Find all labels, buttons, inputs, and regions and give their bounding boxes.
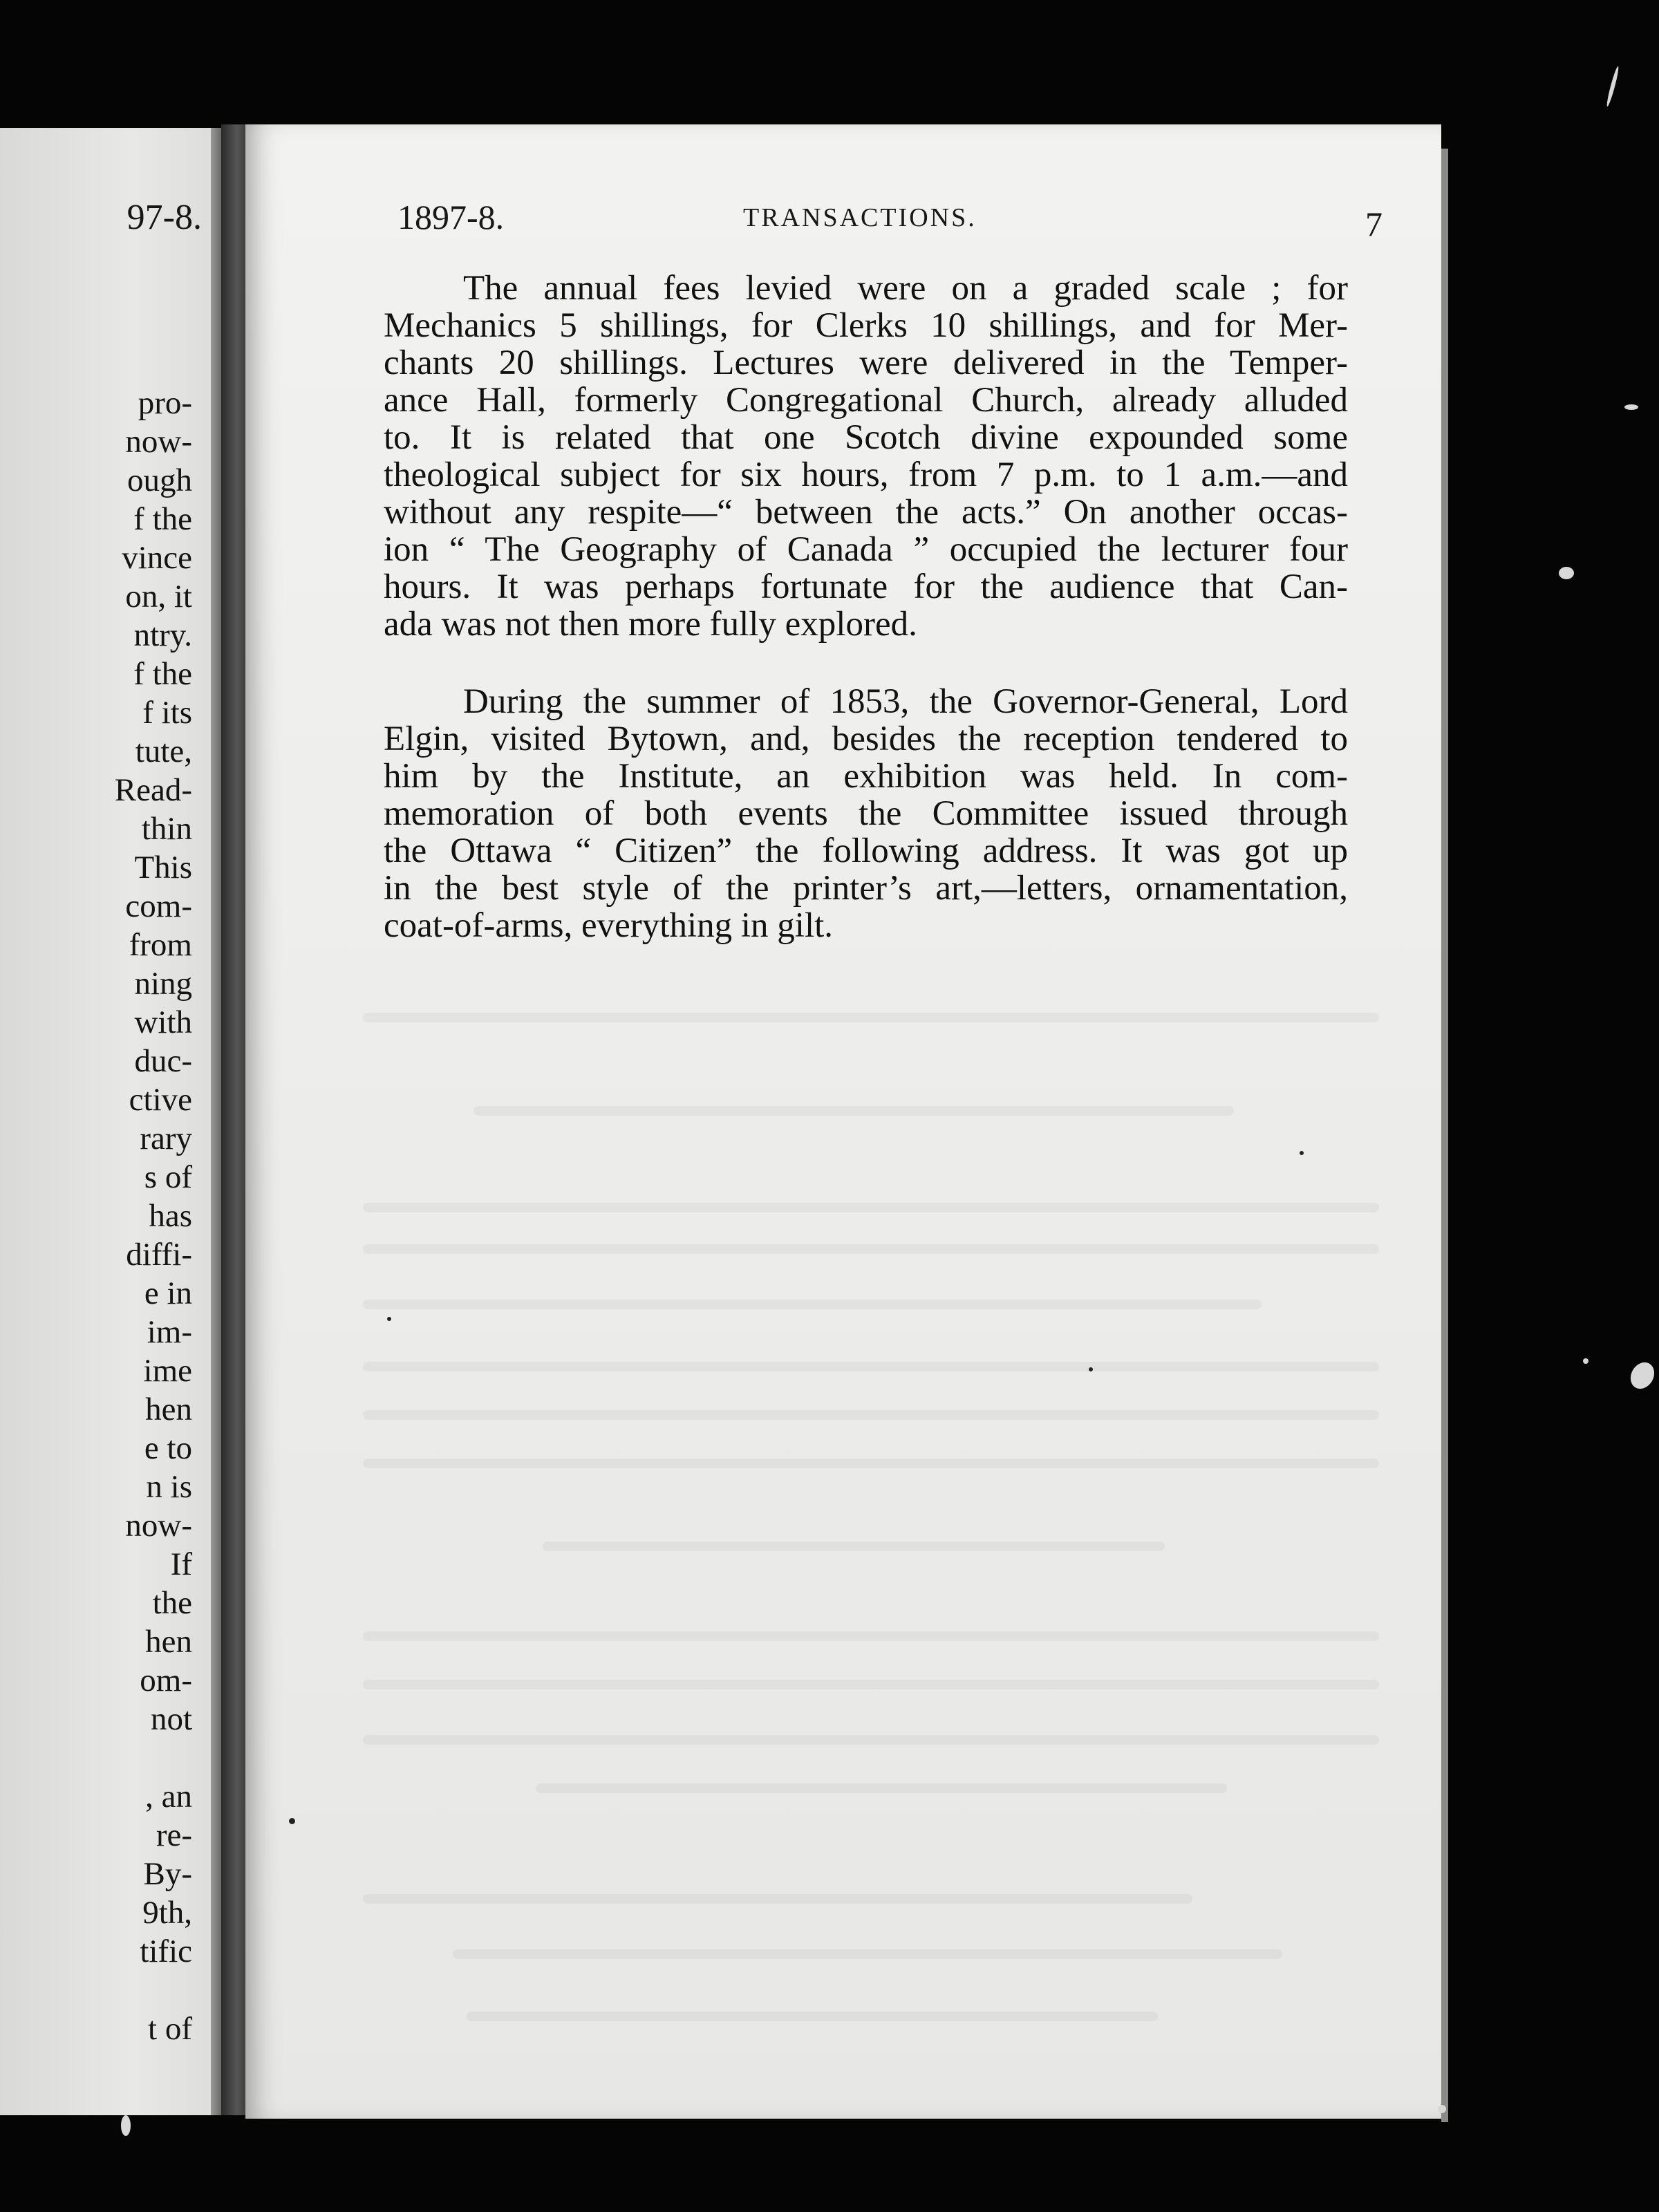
- text-line: Elgin, visited Bytown, and, besides the reception tendered to: [384, 720, 1348, 758]
- left-page: [0, 128, 221, 2115]
- left-page-line-ending: n is: [146, 1469, 192, 1505]
- left-page-line-ending: from: [129, 927, 192, 963]
- show-through-band: [363, 1244, 1379, 1254]
- left-page-line-ending: com-: [125, 888, 192, 924]
- left-page-line-ending: rary: [140, 1121, 192, 1156]
- left-page-line-ending: [0, 1971, 192, 2009]
- left-page-line-ending: , an: [145, 1779, 192, 1815]
- ink-speck: [1300, 1151, 1304, 1155]
- left-page-line-ending: the: [152, 1585, 192, 1621]
- show-through-band: [363, 1362, 1379, 1371]
- book-spine: [221, 124, 247, 2115]
- show-through-band: [363, 1459, 1379, 1468]
- left-page-line-ending: not: [150, 1701, 192, 1737]
- dust-speck: [1583, 1358, 1588, 1364]
- ink-speck: [387, 1317, 391, 1321]
- left-page-line-ending: f its: [142, 695, 192, 731]
- text-line: memoration of both events the Committee issued through: [384, 794, 1348, 833]
- ink-speck: [289, 1818, 295, 1824]
- show-through-band: [536, 1783, 1227, 1793]
- text-line: Mechanics 5 shillings, for Clerks 10 shillings, and for Mer-: [384, 306, 1348, 345]
- left-page-line-ending: diffi-: [126, 1237, 192, 1273]
- left-page-line-ending: s of: [144, 1159, 192, 1195]
- text-line: hours. It was perhaps fortunate for the audience that Can-: [384, 568, 1348, 606]
- show-through-band: [474, 1106, 1234, 1116]
- left-page-line-ending: This: [134, 850, 192, 885]
- left-page-line-ending: vince: [122, 540, 192, 576]
- running-head-year: 1897-8.: [397, 198, 505, 236]
- dust-speck: [1624, 404, 1638, 410]
- left-page-line-ending: hen: [145, 1624, 192, 1660]
- dust-speck: [1438, 2105, 1446, 2113]
- left-page-line-ending: Read-: [114, 772, 192, 808]
- left-page-line-ending: ntry.: [133, 617, 192, 653]
- running-head: [245, 197, 1441, 245]
- ink-speck: [1089, 1367, 1093, 1371]
- left-page-line-ending: f the: [133, 656, 192, 692]
- text-line: During the summer of 1853, the Governor-General, Lord: [463, 682, 1348, 721]
- text-line: the Ottawa “ Citizen” the following address. It was got up: [384, 832, 1348, 870]
- text-line: theological subject for six hours, from 7 p.m. to 1 a.m.—and: [384, 456, 1348, 494]
- text-line: him by the Institute, an exhibition was held. In com-: [384, 757, 1348, 796]
- left-page-line-ending: hen: [145, 1391, 192, 1427]
- show-through-band: [467, 2012, 1158, 2021]
- left-page-line-ending: ctive: [129, 1082, 192, 1118]
- left-page-line-ending: t of: [148, 2011, 192, 2047]
- left-page-line-ending: If: [170, 1546, 192, 1582]
- left-page-line-ending: tute,: [135, 733, 192, 769]
- left-page-line-ending: im-: [147, 1314, 192, 1350]
- left-page-line-ending: on, it: [125, 579, 192, 615]
- text-line: coat-of-arms, everything in gilt.: [384, 906, 834, 945]
- left-page-line-ending: f the: [133, 501, 192, 537]
- show-through-band: [363, 1894, 1192, 1904]
- show-through-band: [363, 1300, 1262, 1309]
- dust-speck: [1626, 1358, 1659, 1394]
- show-through-band: [363, 1631, 1379, 1641]
- left-page-line-ending: 9th,: [142, 1895, 192, 1931]
- text-line: ada was not then more fully explored.: [384, 605, 917, 644]
- right-page: [245, 124, 1441, 2119]
- left-page-line-ending: e to: [144, 1430, 192, 1466]
- body-text: [384, 270, 1348, 984]
- show-through-band: [363, 1203, 1379, 1212]
- left-page-line-ending: ime: [143, 1353, 192, 1389]
- text-line: ance Hall, formerly Congregational Church, already alluded: [384, 381, 1348, 420]
- left-page-line-ending: ough: [127, 462, 192, 498]
- running-head-title: TRANSACTIONS.: [743, 203, 977, 232]
- show-through-band: [453, 1949, 1282, 1959]
- left-page-line-ending: ning: [134, 966, 192, 1002]
- text-line: The annual fees levied were on a graded scale ; for: [463, 269, 1348, 308]
- left-page-line-ending: now-: [125, 424, 192, 460]
- text-line: ion “ The Geography of Canada ” occupied the lecturer four: [384, 530, 1348, 569]
- left-page-line-ending: with: [134, 1004, 192, 1040]
- paragraph: [384, 683, 1348, 944]
- dust-speck: [1559, 567, 1574, 579]
- left-page-header: 97-8.: [126, 198, 202, 237]
- text-line: chants 20 shillings. Lectures were delivered in the Temper-: [384, 344, 1348, 382]
- show-through-band: [543, 1541, 1165, 1551]
- left-page-line-ending: om-: [140, 1662, 192, 1698]
- text-line: without any respite—“ between the acts.” On another occas-: [384, 493, 1348, 532]
- left-page-line-ending: [0, 1738, 192, 1777]
- show-through-band: [363, 1410, 1379, 1420]
- left-page-line-endings: [0, 384, 192, 2048]
- show-through-band: [363, 1680, 1379, 1689]
- left-page-line-ending: has: [149, 1198, 192, 1234]
- text-line: in the best style of the printer’s art,—letters, ornamentation,: [384, 869, 1348, 908]
- dust-speck: [121, 2115, 131, 2136]
- dust-speck: [1605, 66, 1620, 107]
- left-page-line-ending: re-: [156, 1817, 192, 1853]
- left-page-line-ending: thin: [141, 811, 192, 847]
- left-page-line-ending: By-: [143, 1856, 192, 1892]
- left-page-line-ending: duc-: [134, 1043, 192, 1079]
- left-page-line-ending: tific: [140, 1933, 192, 1969]
- paragraph: [384, 270, 1348, 643]
- text-line: to. It is related that one Scotch divine expounded some: [384, 418, 1348, 457]
- page-edge-shadow: [1441, 149, 1448, 2122]
- left-page-line-ending: pro-: [138, 385, 192, 421]
- left-page-line-ending: now-: [125, 1508, 192, 1544]
- left-page-line-ending: e in: [144, 1275, 192, 1311]
- show-through-band: [363, 1735, 1379, 1745]
- show-through-band: [363, 1013, 1379, 1022]
- page-number: 7: [1365, 205, 1382, 243]
